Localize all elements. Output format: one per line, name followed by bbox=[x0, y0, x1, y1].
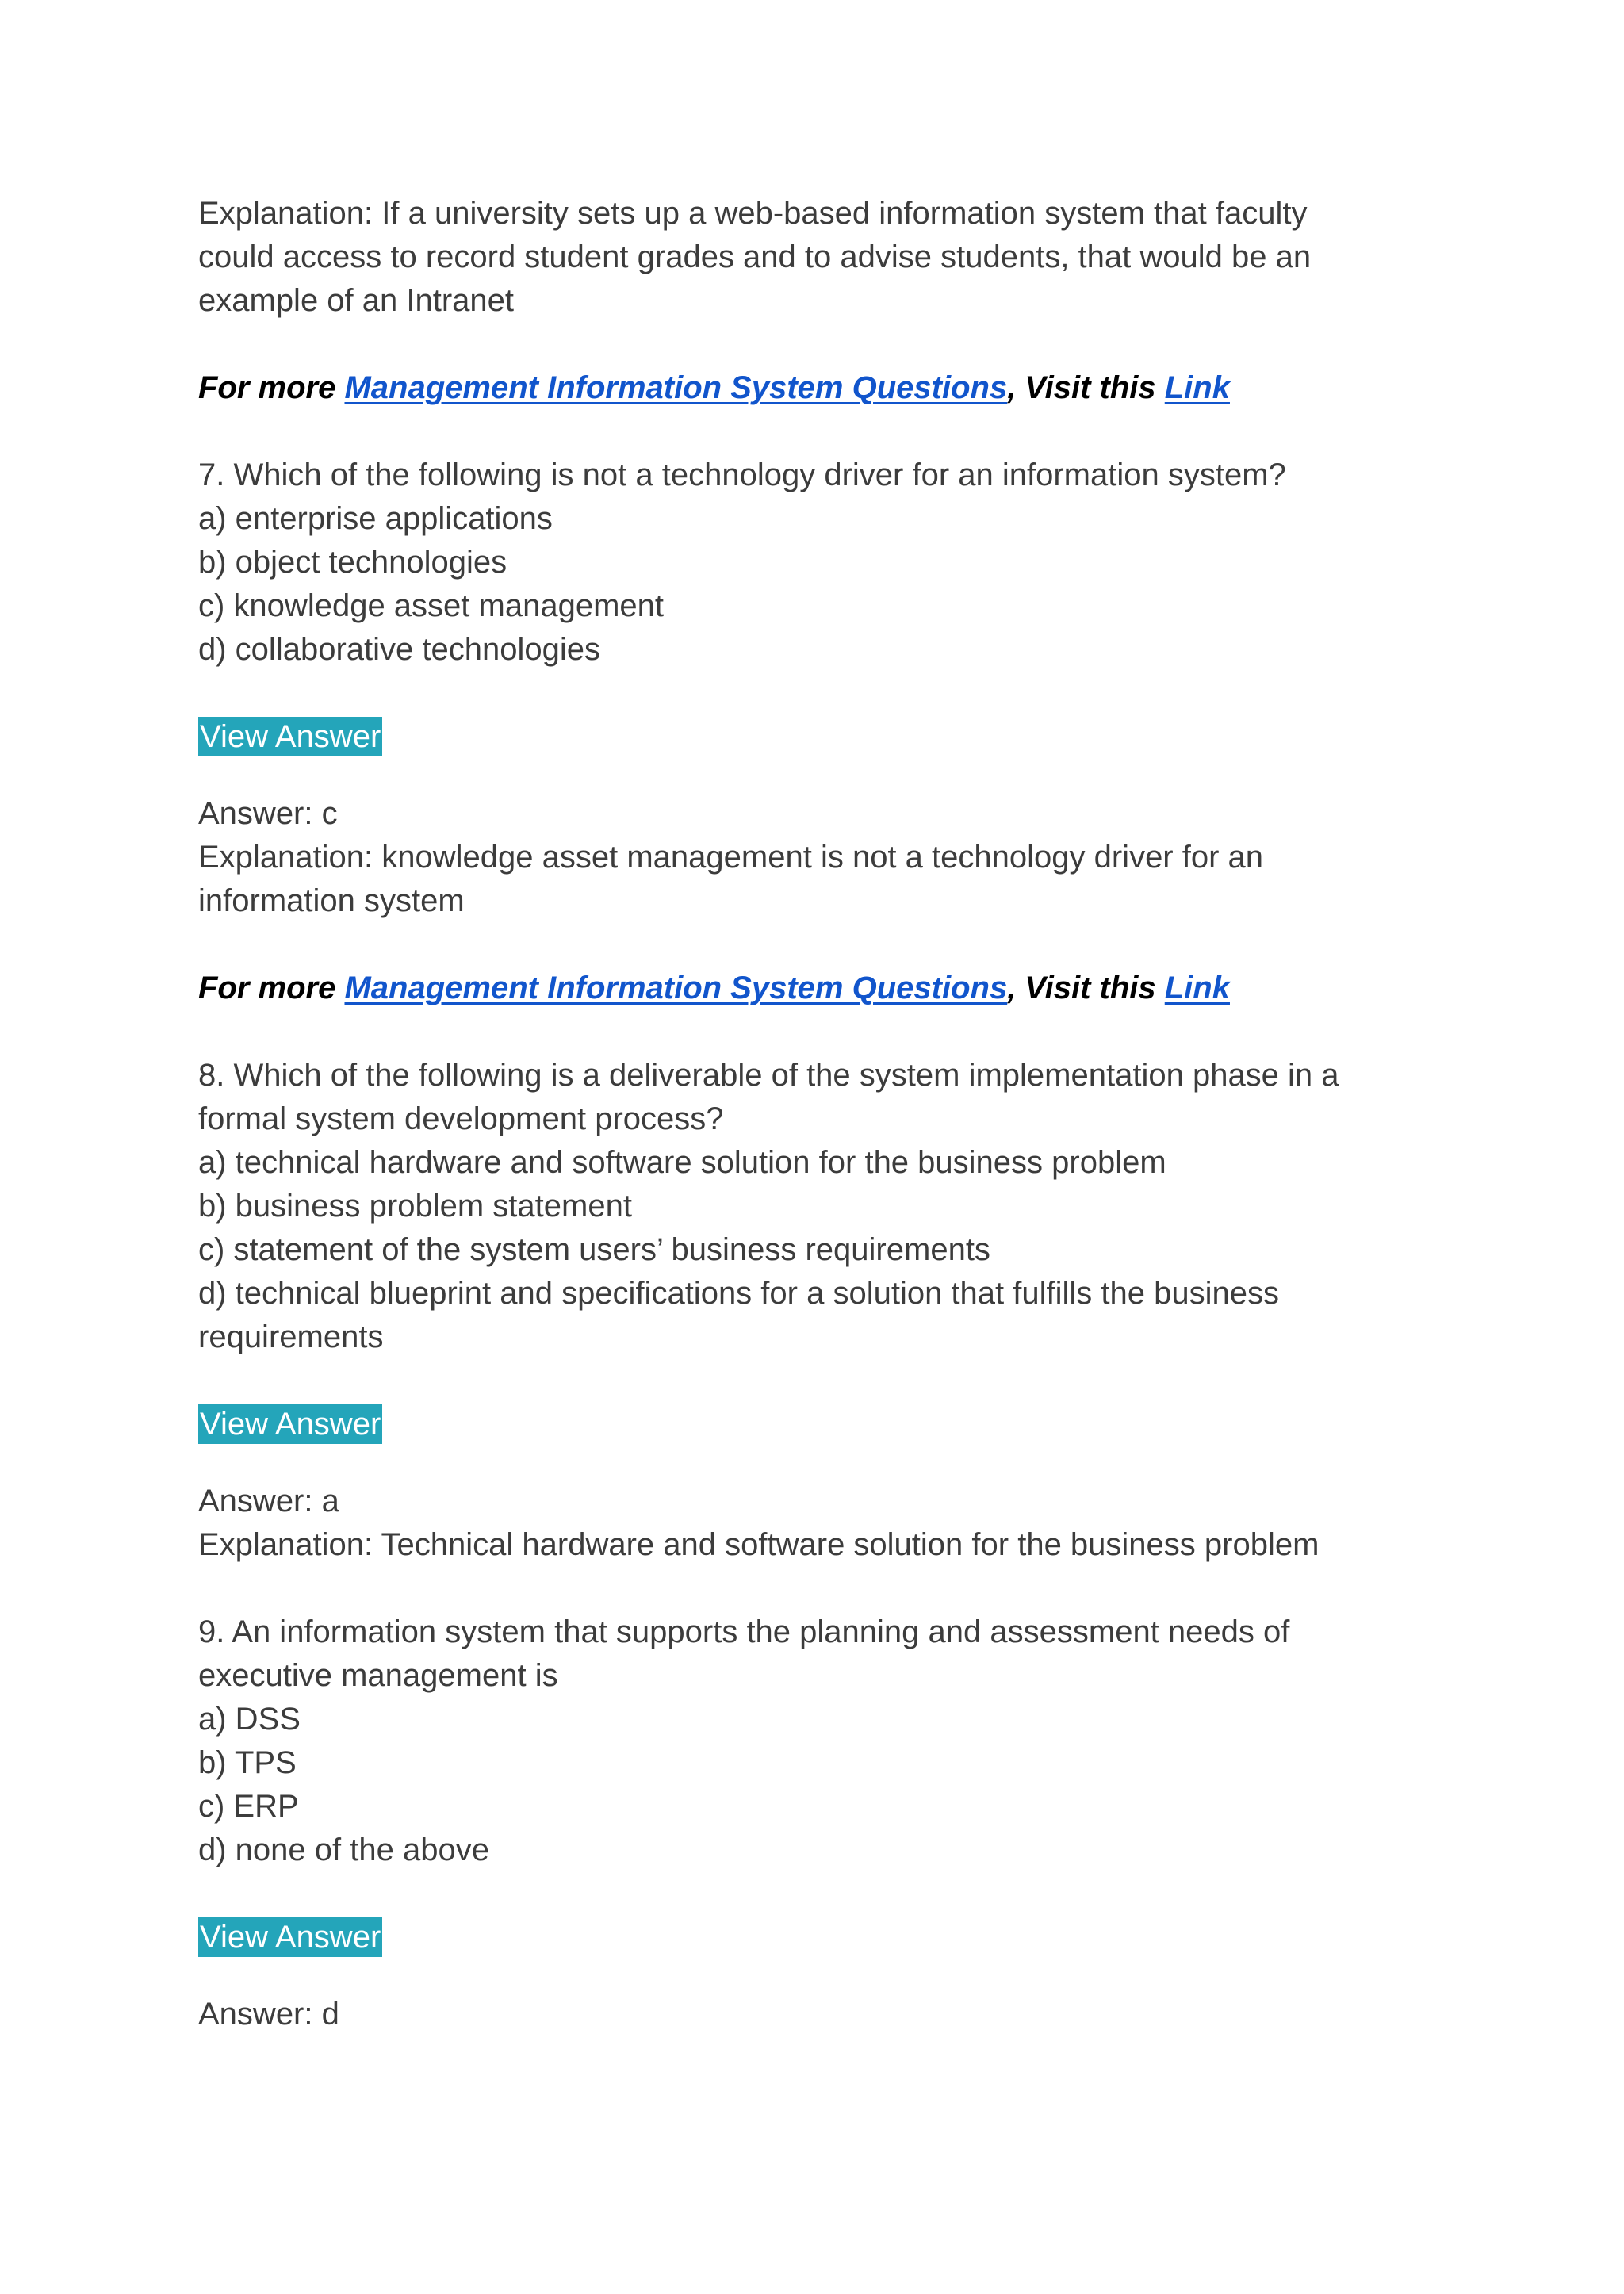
question-text: 8. Which of the following is a deliverable of the system implementation phase in a bbox=[198, 1058, 1339, 1093]
promo-middle: , Visit this bbox=[1007, 370, 1165, 405]
option-a: a) technical hardware and software solution for the business problem bbox=[198, 1145, 1166, 1180]
promo-line bbox=[198, 967, 1435, 1010]
option-c: c) statement of the system users’ business requirements bbox=[198, 1232, 990, 1267]
question-text: 9. An information system that supports the planning and assessment needs of bbox=[198, 1614, 1290, 1649]
option-c: c) knowledge asset management bbox=[198, 588, 664, 623]
explanation-line: Explanation: If a university sets up a web-based information system that faculty bbox=[198, 196, 1308, 231]
answer-text: Answer: d bbox=[198, 1997, 339, 2032]
explanation-line: example of an Intranet bbox=[198, 283, 515, 318]
explanation-line: information system bbox=[198, 883, 465, 918]
explanation-line: Explanation: knowledge asset management is not a technology driver for an bbox=[198, 840, 1264, 875]
question-text: 7. Which of the following is not a technology driver for an information system? bbox=[198, 458, 1286, 492]
option-b: b) TPS bbox=[198, 1745, 297, 1780]
visit-link[interactable]: Link bbox=[1164, 370, 1230, 405]
promo-prefix: For more bbox=[198, 971, 345, 1005]
question-text: executive management is bbox=[198, 1658, 558, 1693]
option-d: requirements bbox=[198, 1319, 384, 1354]
promo-line bbox=[198, 366, 1435, 410]
answer-text: Answer: c bbox=[198, 796, 338, 831]
option-d: d) technical blueprint and specifications for a solution that fulfills the business bbox=[198, 1276, 1279, 1311]
mis-questions-link[interactable]: Management Information System Questions bbox=[344, 370, 1008, 405]
promo-middle: , Visit this bbox=[1007, 971, 1165, 1005]
option-c: c) ERP bbox=[198, 1789, 299, 1824]
view-answer-button[interactable]: View Answer bbox=[198, 717, 382, 756]
promo-prefix: For more bbox=[198, 370, 345, 405]
explanation-line: Explanation: Technical hardware and software solution for the business problem bbox=[198, 1527, 1320, 1562]
option-a: a) enterprise applications bbox=[198, 501, 553, 536]
mis-questions-link[interactable]: Management Information System Questions bbox=[344, 971, 1008, 1005]
option-d: d) collaborative technologies bbox=[198, 632, 600, 667]
option-b: b) business problem statement bbox=[198, 1189, 632, 1224]
answer-text: Answer: a bbox=[198, 1484, 339, 1518]
document-page bbox=[198, 192, 1435, 2036]
view-answer-button[interactable]: View Answer bbox=[198, 1404, 382, 1444]
option-b: b) object technologies bbox=[198, 545, 508, 580]
view-answer-button[interactable]: View Answer bbox=[198, 1917, 382, 1957]
question-text: formal system development process? bbox=[198, 1101, 724, 1136]
visit-link[interactable]: Link bbox=[1164, 971, 1230, 1005]
explanation-line: could access to record student grades and to advise students, that would be an bbox=[198, 239, 1312, 274]
option-a: a) DSS bbox=[198, 1702, 301, 1737]
option-d: d) none of the above bbox=[198, 1833, 489, 1867]
